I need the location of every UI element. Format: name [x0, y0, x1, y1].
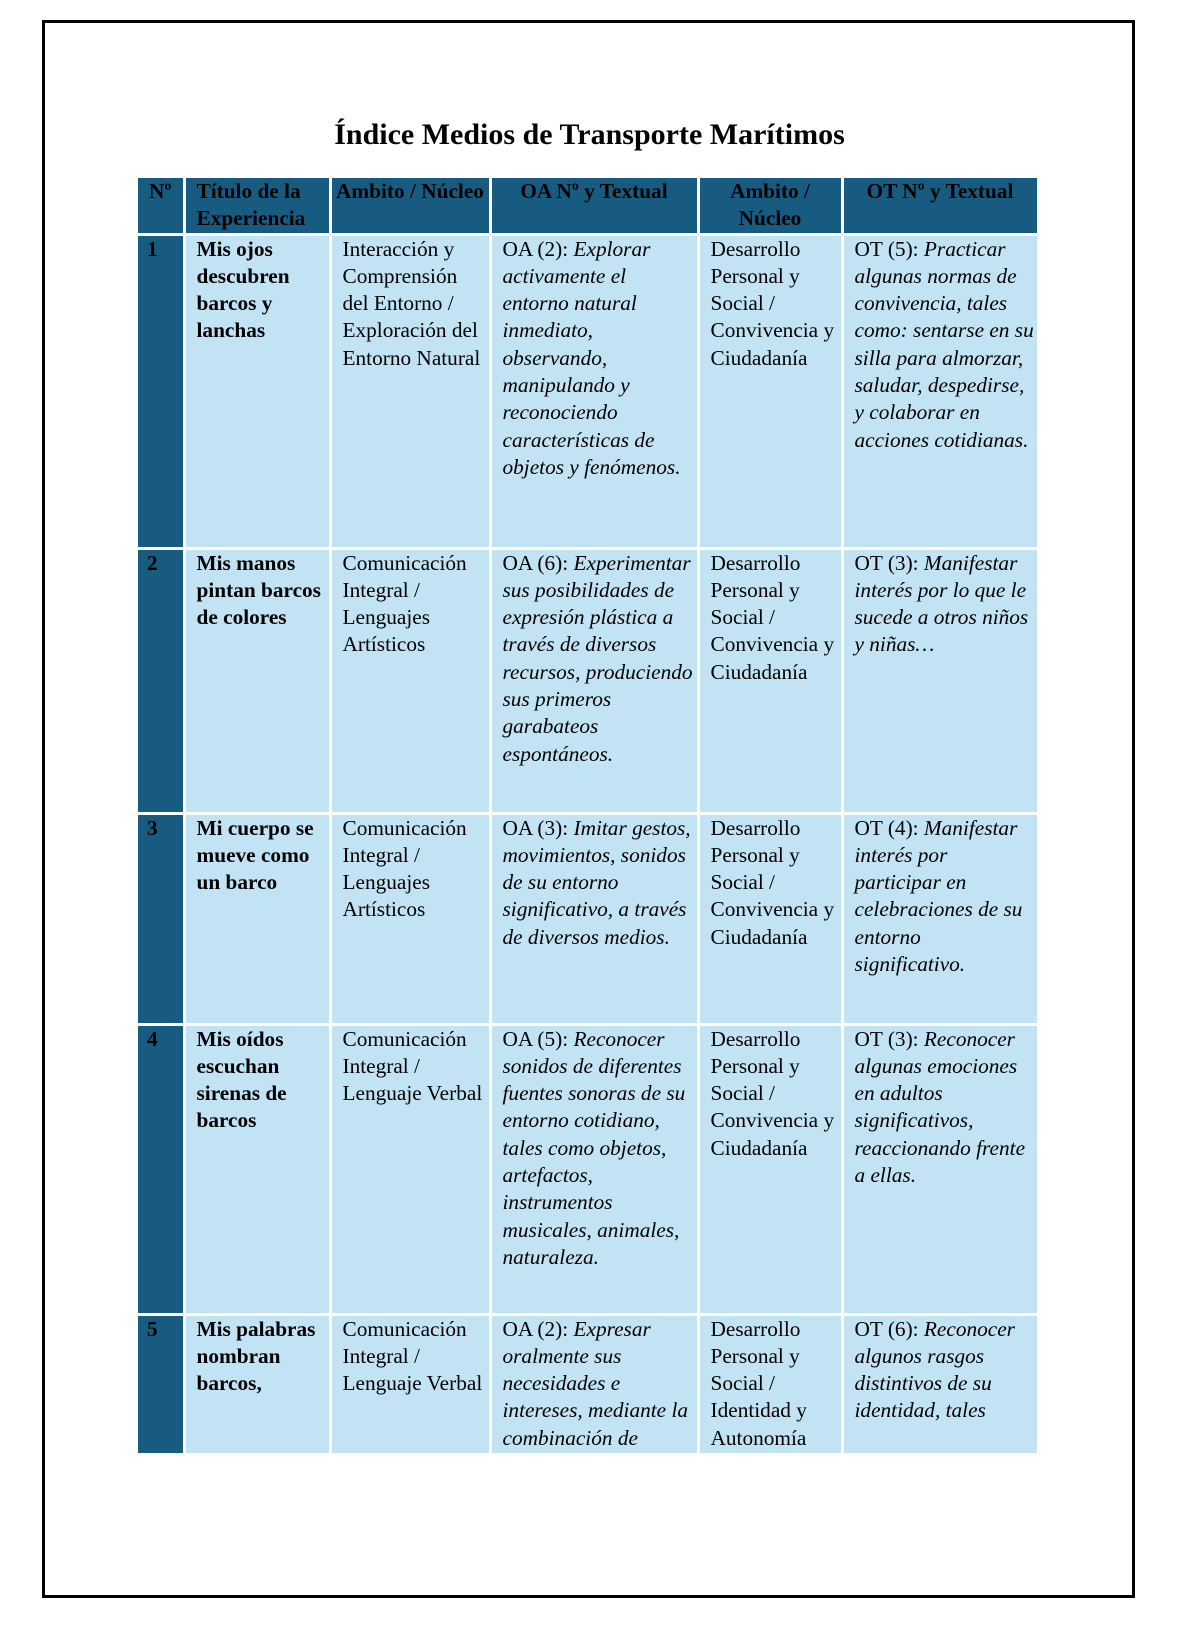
- experience-title: Mis ojos descubren barcos y lanchas: [184, 234, 330, 548]
- ot-label: OT (5):: [854, 236, 919, 261]
- oa-cell: [490, 1314, 698, 1454]
- index-table-container: [138, 178, 1038, 1499]
- ambito-oa: Interacción y Comprensión del Entorno / Exploración del Entorno Natural: [330, 234, 490, 548]
- oa-text: Experimentar sus posibilidades de expresión plástica a través de diversos recursos, produciendo sus primeros garabateos espontáneos.: [502, 550, 693, 766]
- oa-text: Reconocer sonidos de diferentes fuentes sonoras de su entorno cotidiano, tales como objetos, artefactos, instrumentos musicales, animales, naturaleza.: [502, 1026, 686, 1269]
- row-number: 3: [138, 813, 184, 1024]
- row-number: 5: [138, 1314, 184, 1454]
- table-row: [138, 813, 1038, 1024]
- header-title: Título de la Experiencia: [184, 178, 330, 234]
- ot-label: OT (3):: [854, 1026, 919, 1051]
- oa-text: Explorar activamente el entorno natural inmediato, observando, manipulando y reconociendo características de objetos y fenómenos.: [502, 236, 681, 479]
- oa-cell: [490, 813, 698, 1024]
- header-ot: OT Nº y Textual: [842, 178, 1038, 234]
- oa-label: OA (2):: [502, 1316, 569, 1341]
- header-ambito-ot: Ambito / Núcleo: [698, 178, 842, 234]
- page-title: Índice Medios de Transporte Marítimos: [334, 118, 845, 151]
- oa-label: OA (5):: [502, 1026, 569, 1051]
- header-number: Nº: [138, 178, 184, 234]
- ambito-ot: Desarrollo Personal y Social / Identidad y Autonomía: [698, 1314, 842, 1454]
- oa-text: Expresar oralmente sus necesidades e intereses, mediante la combinación de: [502, 1316, 689, 1450]
- table-row: [138, 234, 1038, 548]
- ot-cell: [842, 234, 1038, 548]
- ot-cell: [842, 1314, 1038, 1454]
- row-number: 1: [138, 234, 184, 548]
- experience-title: Mis manos pintan barcos de colores: [184, 548, 330, 813]
- ot-label: OT (3):: [854, 550, 919, 575]
- ambito-ot: Desarrollo Personal y Social / Convivencia y Ciudadanía: [698, 1024, 842, 1314]
- table-row: [138, 1024, 1038, 1314]
- table-row: [138, 1314, 1038, 1454]
- oa-cell: [490, 1024, 698, 1314]
- ambito-oa: Comunicación Integral / Lenguajes Artísticos: [330, 813, 490, 1024]
- table-row: [138, 548, 1038, 813]
- ot-label: OT (6):: [854, 1316, 919, 1341]
- ot-cell: [842, 1024, 1038, 1314]
- ambito-oa: Comunicación Integral / Lenguaje Verbal: [330, 1024, 490, 1314]
- experience-title: Mis palabras nombran barcos,: [184, 1314, 330, 1454]
- header-oa: OA Nº y Textual: [490, 178, 698, 234]
- ot-text: Manifestar interés por lo que le sucede a otros niños y niñas…: [854, 550, 1029, 657]
- ambito-oa: Comunicación Integral / Lenguajes Artísticos: [330, 548, 490, 813]
- ot-text: Reconocer algunas emociones en adultos significativos, reaccionando frente a ellas.: [854, 1026, 1026, 1188]
- index-table: [138, 178, 1038, 1456]
- experience-title: Mi cuerpo se mueve como un barco: [184, 813, 330, 1024]
- ambito-ot: Desarrollo Personal y Social / Convivencia y Ciudadanía: [698, 234, 842, 548]
- experience-title: Mis oídos escuchan sirenas de barcos: [184, 1024, 330, 1314]
- ambito-oa: Comunicación Integral / Lenguaje Verbal: [330, 1314, 490, 1454]
- ot-cell: [842, 548, 1038, 813]
- ot-label: OT (4):: [854, 815, 919, 840]
- oa-cell: [490, 548, 698, 813]
- row-number: 4: [138, 1024, 184, 1314]
- ambito-ot: Desarrollo Personal y Social / Convivencia y Ciudadanía: [698, 813, 842, 1024]
- ambito-ot: Desarrollo Personal y Social / Convivencia y Ciudadanía: [698, 548, 842, 813]
- oa-cell: [490, 234, 698, 548]
- ot-text: Practicar algunas normas de convivencia, tales como: sentarse en su silla para almorzar, saludar, despedirse, y colaborar en acciones cotidianas.: [854, 236, 1034, 452]
- ot-text: Reconocer algunos rasgos distintivos de su identidad, tales: [854, 1316, 1015, 1423]
- header-ambito-oa: Ambito / Núcleo: [330, 178, 490, 234]
- table-header-row: [138, 178, 1038, 234]
- oa-label: OA (6):: [502, 550, 569, 575]
- oa-label: OA (3):: [502, 815, 569, 840]
- oa-text: Imitar gestos, movimientos, sonidos de su entorno significativo, a través de diversos medios.: [502, 815, 691, 949]
- ot-cell: [842, 813, 1038, 1024]
- ot-text: Manifestar interés por participar en celebraciones de su entorno significativo.: [854, 815, 1023, 977]
- row-number: 2: [138, 548, 184, 813]
- oa-label: OA (2):: [502, 236, 569, 261]
